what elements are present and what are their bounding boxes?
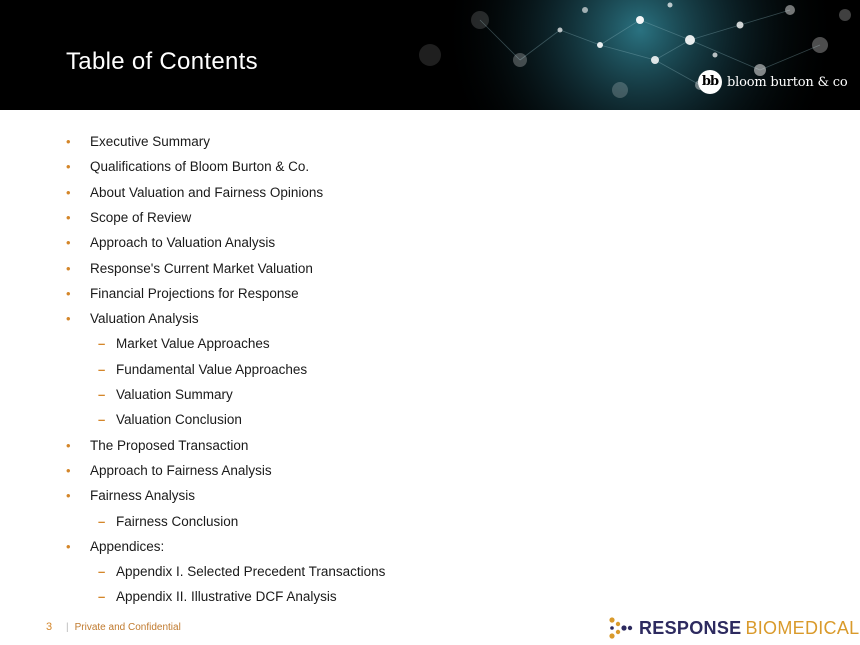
bullet-marker: • xyxy=(66,209,71,225)
header-banner xyxy=(0,0,860,110)
response-biomedical-logo-mark-icon xyxy=(607,615,633,641)
bloom-burton-logo xyxy=(698,69,847,95)
toc-item-label: Qualifications of Bloom Burton & Co. xyxy=(90,159,310,175)
toc-item-label: Valuation Summary xyxy=(116,387,233,402)
dash-marker: – xyxy=(98,564,106,580)
toc-item-label: Fairness Conclusion xyxy=(116,513,239,529)
bullet-marker: • xyxy=(66,235,71,251)
dash-marker: – xyxy=(98,387,106,402)
bullet-marker: • xyxy=(66,437,71,453)
bullet-marker: • xyxy=(66,184,71,200)
dash-marker: – xyxy=(98,336,106,352)
response-biomedical-logo xyxy=(607,614,859,642)
toc-item-label: Fundamental Value Approaches xyxy=(116,361,308,377)
toc-item-label: Response's Current Market Valuation xyxy=(90,260,313,276)
toc-item-label: The Proposed Transaction xyxy=(90,437,249,453)
response-biomedical-logo-text xyxy=(639,618,859,639)
toc-item-label: Approach to Valuation Analysis xyxy=(90,235,276,251)
toc-item-label: Appendices: xyxy=(90,538,165,554)
bullet-marker: • xyxy=(66,159,71,175)
toc-item-label: Market Value Approaches xyxy=(116,336,270,352)
toc-item-label: Fairness Analysis xyxy=(90,488,196,504)
toc-item-label: Valuation Analysis xyxy=(90,311,199,327)
logo-text-biomedical: BIOMEDICAL xyxy=(745,617,860,638)
dash-marker: – xyxy=(98,361,106,377)
logo-text-response: RESPONSE xyxy=(639,617,742,638)
dash-marker: – xyxy=(98,412,106,428)
toc-item-label: Approach to Fairness Analysis xyxy=(90,462,272,478)
page-number: 3 xyxy=(46,621,53,633)
dash-marker: – xyxy=(98,513,106,529)
bullet-marker: • xyxy=(66,462,71,478)
page-title: Table of Contents xyxy=(66,48,258,75)
bullet-marker: • xyxy=(66,538,71,554)
confidential-text: Private and Confidential xyxy=(74,622,181,633)
toc-item-label: Appendix II. Illustrative DCF Analysis xyxy=(116,589,337,605)
footer-separator: | xyxy=(66,622,69,633)
bullet-marker: • xyxy=(66,311,71,327)
bullet-marker: • xyxy=(66,285,71,301)
toc-item-label: Valuation Conclusion xyxy=(116,412,242,428)
bullet-marker: • xyxy=(66,260,71,276)
bloom-burton-logo-text: bloom burton & co xyxy=(727,74,848,90)
bullet-marker: • xyxy=(66,488,71,504)
toc-item-label: Scope of Review xyxy=(90,209,192,225)
confidential-notice xyxy=(66,622,181,633)
dash-marker: – xyxy=(98,589,106,605)
toc-item-label: Executive Summary xyxy=(90,134,211,149)
bullet-marker: • xyxy=(66,134,71,149)
toc-item-label: Financial Projections for Response xyxy=(90,285,299,301)
toc-item-label: About Valuation and Fairness Opinions xyxy=(90,184,324,200)
toc-item-label: Appendix I. Selected Precedent Transactions xyxy=(116,564,386,580)
bloom-burton-logo-mark: bb xyxy=(698,70,722,94)
